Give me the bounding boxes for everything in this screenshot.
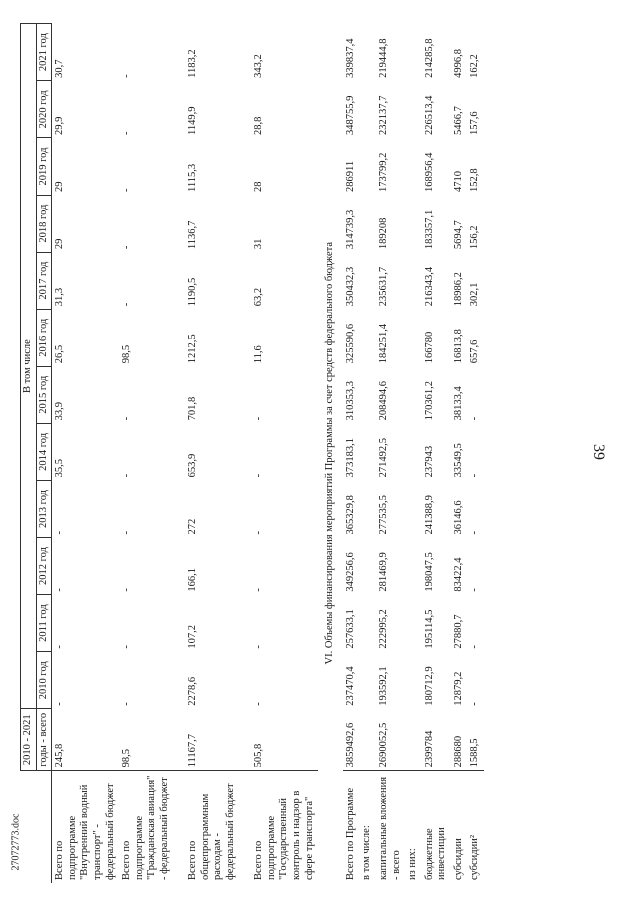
- row-value: -: [253, 644, 265, 649]
- row-value: 166780: [423, 331, 435, 363]
- row-value: [359, 137, 376, 194]
- header-year: 2011 год: [36, 594, 52, 651]
- row-value: 257633,1: [344, 608, 356, 649]
- row-value: [359, 480, 376, 537]
- header-total-period: 2010 - 2021: [21, 708, 37, 770]
- table-row: [359, 23, 376, 883]
- table-row: [422, 23, 451, 883]
- row-value: 1115,3: [187, 163, 199, 192]
- row-value: 310353,3: [344, 380, 356, 420]
- row-value: -: [121, 587, 133, 592]
- row-value: 5694,7: [452, 219, 464, 249]
- row-value: [359, 80, 376, 137]
- row-value: 348755,9: [344, 95, 356, 135]
- row-value: 63,2: [253, 287, 265, 306]
- table-row: [251, 23, 318, 883]
- row-value: [405, 594, 422, 651]
- row-value: 1212,5: [187, 333, 199, 363]
- row-value: 180712,9: [423, 665, 435, 706]
- row-value: 373183,1: [344, 437, 356, 477]
- header-year: 2015 год: [36, 366, 52, 423]
- row-value: [359, 23, 376, 80]
- table-row: [119, 23, 185, 883]
- row-value: 31: [253, 238, 265, 249]
- row-value: -: [121, 530, 133, 534]
- row-value: 281469,9: [377, 551, 389, 592]
- table-row: [467, 23, 484, 883]
- row-value: 156,2: [469, 224, 481, 249]
- row-value: 168956,4: [423, 152, 435, 192]
- section-title: VI. Объемы финансирования мероприятий Программы за счет средств федерального бюджета: [324, 241, 336, 664]
- row-value: 173799,2: [377, 152, 389, 192]
- row-label: субсидии²: [467, 770, 484, 882]
- row-value: 314739,3: [344, 209, 356, 249]
- row-label: капитальные вложения - всего: [376, 770, 405, 882]
- row-label: Всего по подпрограмме "Гражданская авиация" - федеральный бюджет: [119, 770, 185, 882]
- row-value: 33549,5: [452, 442, 464, 477]
- table-row: [185, 23, 251, 883]
- row-value: 31,3: [54, 287, 66, 306]
- table-header: [21, 23, 52, 883]
- row-value: 38133,4: [452, 385, 464, 420]
- row-value: 170361,2: [423, 380, 435, 420]
- row-value: 1149,9: [187, 105, 199, 135]
- header-year: 2016 год: [36, 309, 52, 366]
- row-value: -: [121, 73, 133, 78]
- row-value: -: [54, 530, 66, 534]
- row-value: -: [54, 587, 66, 592]
- row-value: 219444,8: [377, 38, 389, 78]
- row-value: -: [121, 130, 133, 135]
- row-total: 505,8: [253, 743, 265, 767]
- row-label: Всего по подпрограмме "Внутренний водный транспорт" - федеральный бюджет: [52, 770, 119, 882]
- header-year: 2018 год: [36, 195, 52, 252]
- row-value: 343,2: [253, 53, 265, 78]
- row-value: 5466,7: [452, 105, 464, 135]
- row-value: -: [469, 530, 481, 534]
- row-value: 277535,5: [377, 494, 389, 534]
- row-value: 272: [187, 518, 199, 534]
- table-row: [405, 23, 422, 883]
- page-number: 39: [590, 444, 607, 460]
- row-value: 1183,2: [187, 48, 199, 78]
- row-value: 152,8: [469, 167, 481, 192]
- row-label: Всего по общепрограммным расходам - федеральный бюджет: [185, 770, 251, 882]
- table-row: [52, 23, 119, 883]
- row-total: 3859492,6: [344, 722, 356, 767]
- table-body-bottom: [343, 23, 484, 883]
- row-value: 33,9: [54, 401, 66, 420]
- row-total: 1588,5: [469, 737, 481, 767]
- row-value: -: [121, 188, 133, 192]
- row-value: [359, 366, 376, 423]
- row-value: 166,1: [187, 567, 199, 592]
- row-value: [359, 423, 376, 480]
- row-value: 18986,2: [452, 271, 464, 306]
- row-value: -: [253, 587, 265, 592]
- header-in-total: В том числе: [21, 23, 37, 708]
- row-value: [359, 252, 376, 309]
- row-total: 11167,7: [187, 733, 199, 767]
- table-row: [343, 23, 360, 883]
- row-value: [405, 80, 422, 137]
- row-value: 208494,6: [377, 380, 389, 420]
- row-value: 222995,2: [377, 608, 389, 649]
- row-total: 98,5: [121, 748, 133, 767]
- header-year: 2010 год: [36, 651, 52, 708]
- row-value: -: [121, 416, 133, 420]
- row-value: -: [121, 245, 133, 249]
- row-value: [405, 537, 422, 594]
- row-value: 339837,4: [344, 38, 356, 78]
- row-label: Всего по Программе: [343, 770, 360, 882]
- rotated-table-container: [20, 23, 620, 883]
- row-value: 365329,8: [344, 494, 356, 534]
- header-year: 2020 год: [36, 80, 52, 137]
- row-value: 226513,4: [423, 95, 435, 135]
- row-value: -: [121, 644, 133, 649]
- table-row: [376, 23, 405, 883]
- row-value: 189208: [377, 217, 389, 249]
- row-value: 302,1: [469, 282, 481, 306]
- row-value: 184251,4: [377, 323, 389, 363]
- financing-table: [20, 23, 484, 883]
- row-value: -: [54, 701, 66, 706]
- row-value: 35,5: [54, 458, 66, 477]
- row-value: [359, 195, 376, 252]
- row-value: [405, 137, 422, 194]
- row-value: -: [469, 416, 481, 420]
- row-value: 216343,4: [423, 266, 435, 306]
- row-value: 235631,7: [377, 266, 389, 306]
- row-value: 12879,2: [452, 671, 464, 706]
- row-total: 288680: [452, 735, 464, 767]
- row-label: из них:: [405, 770, 422, 882]
- header-year: 2012 год: [36, 537, 52, 594]
- header-year: 2021 год: [36, 23, 52, 80]
- header-year: 2014 год: [36, 423, 52, 480]
- header-year: 2013 год: [36, 480, 52, 537]
- header-total-sub: годы - всего: [36, 708, 52, 770]
- row-value: 4996,8: [452, 48, 464, 78]
- row-label: Всего по подпрограмме "Государственный контроль и надзор в сфере транспорта": [251, 770, 318, 882]
- row-value: 214285,8: [423, 38, 435, 78]
- row-value: 107,2: [187, 624, 199, 649]
- row-value: 349256,6: [344, 551, 356, 592]
- row-value: 30,7: [54, 59, 66, 78]
- row-value: -: [253, 701, 265, 706]
- row-value: 1136,7: [187, 220, 199, 249]
- row-value: -: [54, 644, 66, 649]
- row-label: субсидии: [451, 770, 468, 882]
- row-value: 1190,5: [187, 277, 199, 306]
- row-value: -: [121, 473, 133, 477]
- row-value: 325590,6: [344, 323, 356, 363]
- row-value: 26,5: [54, 344, 66, 363]
- row-value: 198047,5: [423, 551, 435, 592]
- row-value: 237470,4: [344, 665, 356, 706]
- row-value: 162,2: [469, 53, 481, 78]
- row-value: [405, 366, 422, 423]
- row-value: 11,6: [253, 344, 265, 363]
- row-value: -: [253, 530, 265, 534]
- row-value: 29: [54, 238, 66, 249]
- row-value: 271492,5: [377, 437, 389, 477]
- row-value: 98,5: [121, 344, 133, 363]
- row-value: [405, 309, 422, 366]
- row-value: -: [253, 416, 265, 420]
- row-value: 232137,7: [377, 95, 389, 135]
- document-code: 27072773.doc: [10, 813, 22, 871]
- header-year: 2017 год: [36, 252, 52, 309]
- row-value: 83422,4: [452, 556, 464, 592]
- section-title-row: [318, 23, 343, 883]
- row-value: 36146,6: [452, 499, 464, 534]
- header-year: 2019 год: [36, 137, 52, 194]
- row-value: 2278,6: [187, 676, 199, 706]
- row-value: 195114,5: [423, 609, 435, 649]
- row-value: [405, 23, 422, 80]
- row-value: 27880,7: [452, 614, 464, 649]
- row-value: [405, 195, 422, 252]
- row-value: 701,8: [187, 396, 199, 420]
- row-value: 28,8: [253, 116, 265, 135]
- row-value: [405, 480, 422, 537]
- row-value: 193592,1: [377, 665, 389, 706]
- row-value: 350432,3: [344, 266, 356, 306]
- row-label: бюджетные инвестиции: [422, 770, 451, 882]
- row-value: 286911: [344, 160, 356, 192]
- row-value: 653,9: [187, 453, 199, 477]
- row-value: -: [469, 587, 481, 592]
- header-blank-cell: [21, 770, 52, 882]
- row-total: 245,8: [54, 743, 66, 767]
- row-value: [359, 537, 376, 594]
- row-total: 2690052,5: [377, 722, 389, 767]
- row-value: [405, 423, 422, 480]
- row-value: 183357,1: [423, 209, 435, 249]
- row-value: -: [121, 302, 133, 306]
- table-row: [451, 23, 468, 883]
- row-value: -: [469, 701, 481, 706]
- row-value: -: [469, 644, 481, 649]
- row-value: 29: [54, 181, 66, 192]
- row-value: [405, 651, 422, 708]
- table-body-top: [52, 23, 318, 883]
- row-value: [359, 651, 376, 708]
- row-total: 2399784: [423, 730, 435, 767]
- row-value: [405, 252, 422, 309]
- row-value: -: [469, 473, 481, 477]
- row-total: [405, 708, 422, 770]
- row-value: 657,6: [469, 339, 481, 363]
- row-value: [359, 309, 376, 366]
- row-value: 241388,9: [423, 494, 435, 534]
- row-value: -: [253, 473, 265, 477]
- row-value: 157,6: [469, 110, 481, 135]
- row-total: [359, 708, 376, 770]
- row-value: 16813,8: [452, 328, 464, 363]
- row-value: -: [121, 701, 133, 706]
- row-value: 28: [253, 181, 265, 192]
- row-value: 29,9: [54, 116, 66, 135]
- row-value: 4710: [452, 170, 464, 192]
- row-label: в том числе:: [359, 770, 376, 882]
- row-value: 237943: [423, 445, 435, 477]
- row-value: [359, 594, 376, 651]
